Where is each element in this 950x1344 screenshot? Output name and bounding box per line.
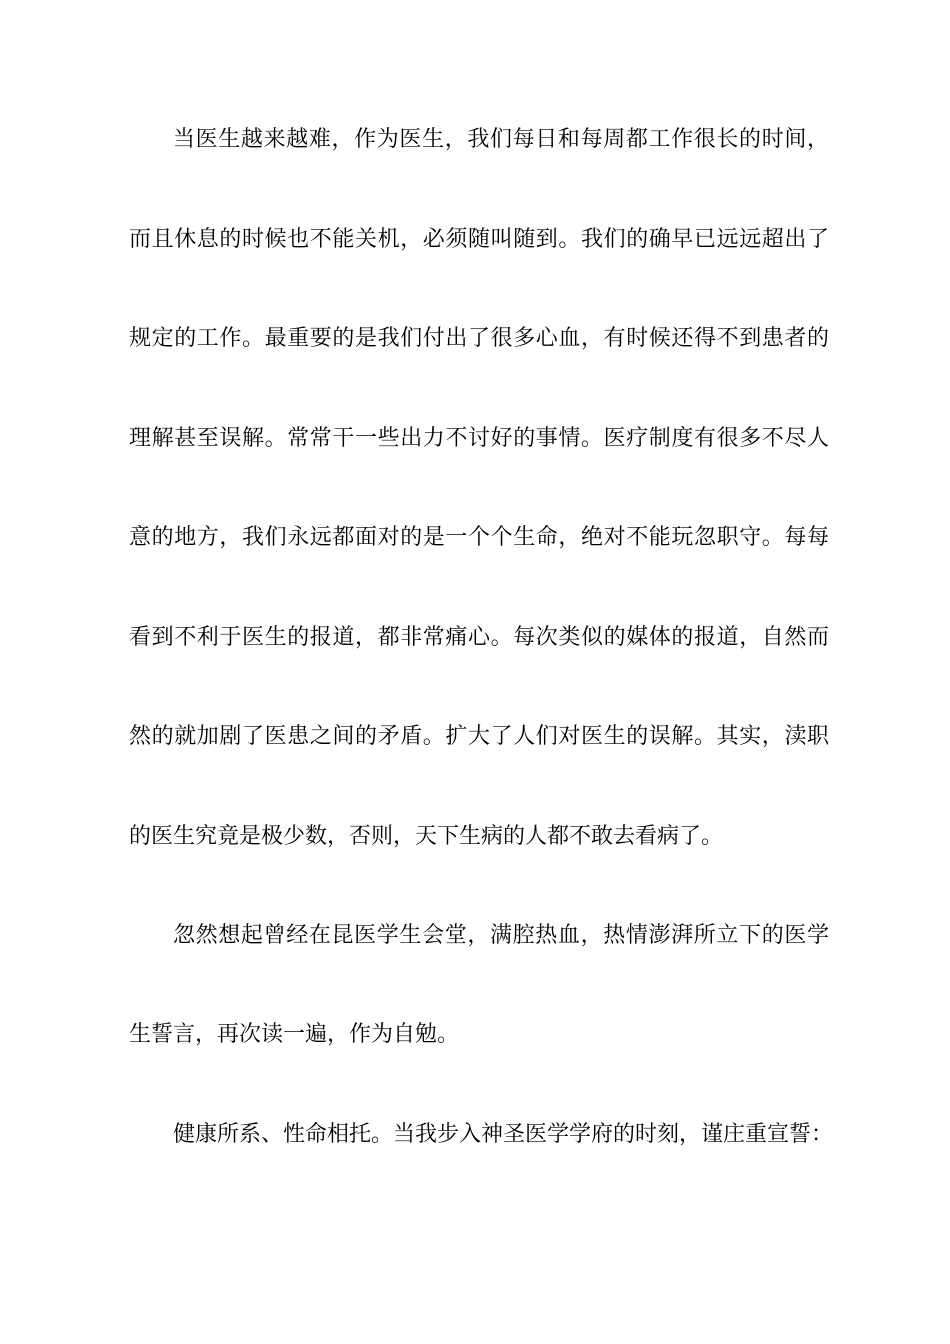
- paragraph-line: 忽然想起曾经在昆医学生会堂，满腔热血，热情澎湃所立下的医学: [173, 923, 829, 948]
- paragraph-line: 理解甚至误解。常常干一些出力不讨好的事情。医疗制度有很多不尽人: [129, 426, 829, 451]
- paragraph-line: 规定的工作。最重要的是我们付出了很多心血，有时候还得不到患者的: [129, 326, 829, 351]
- paragraph-line: 看到不利于医生的报道，都非常痛心。每次类似的媒体的报道，自然而: [129, 625, 829, 650]
- paragraph-line: 意的地方，我们永远都面对的是一个个生命，绝对不能玩忽职守。每每: [129, 525, 829, 550]
- paragraph-line: 的医生究竟是极少数，否则，天下生病的人都不敢去看病了。: [129, 824, 724, 849]
- paragraph-line: 生誓言，再次读一遍，作为自勉。: [129, 1022, 460, 1047]
- paragraph-line: 健康所系、性命相托。当我步入神圣医学学府的时刻，谨庄重宣誓：: [173, 1122, 834, 1147]
- paragraph-line: 当医生越来越难，作为医生，我们每日和每周都工作很长的时间，: [173, 127, 829, 152]
- paragraph-line: 而且休息的时候也不能关机，必须随叫随到。我们的确早已远远超出了: [129, 227, 829, 252]
- paragraph-line: 然的就加剧了医患之间的矛盾。扩大了人们对医生的误解。其实，渎职: [129, 724, 829, 749]
